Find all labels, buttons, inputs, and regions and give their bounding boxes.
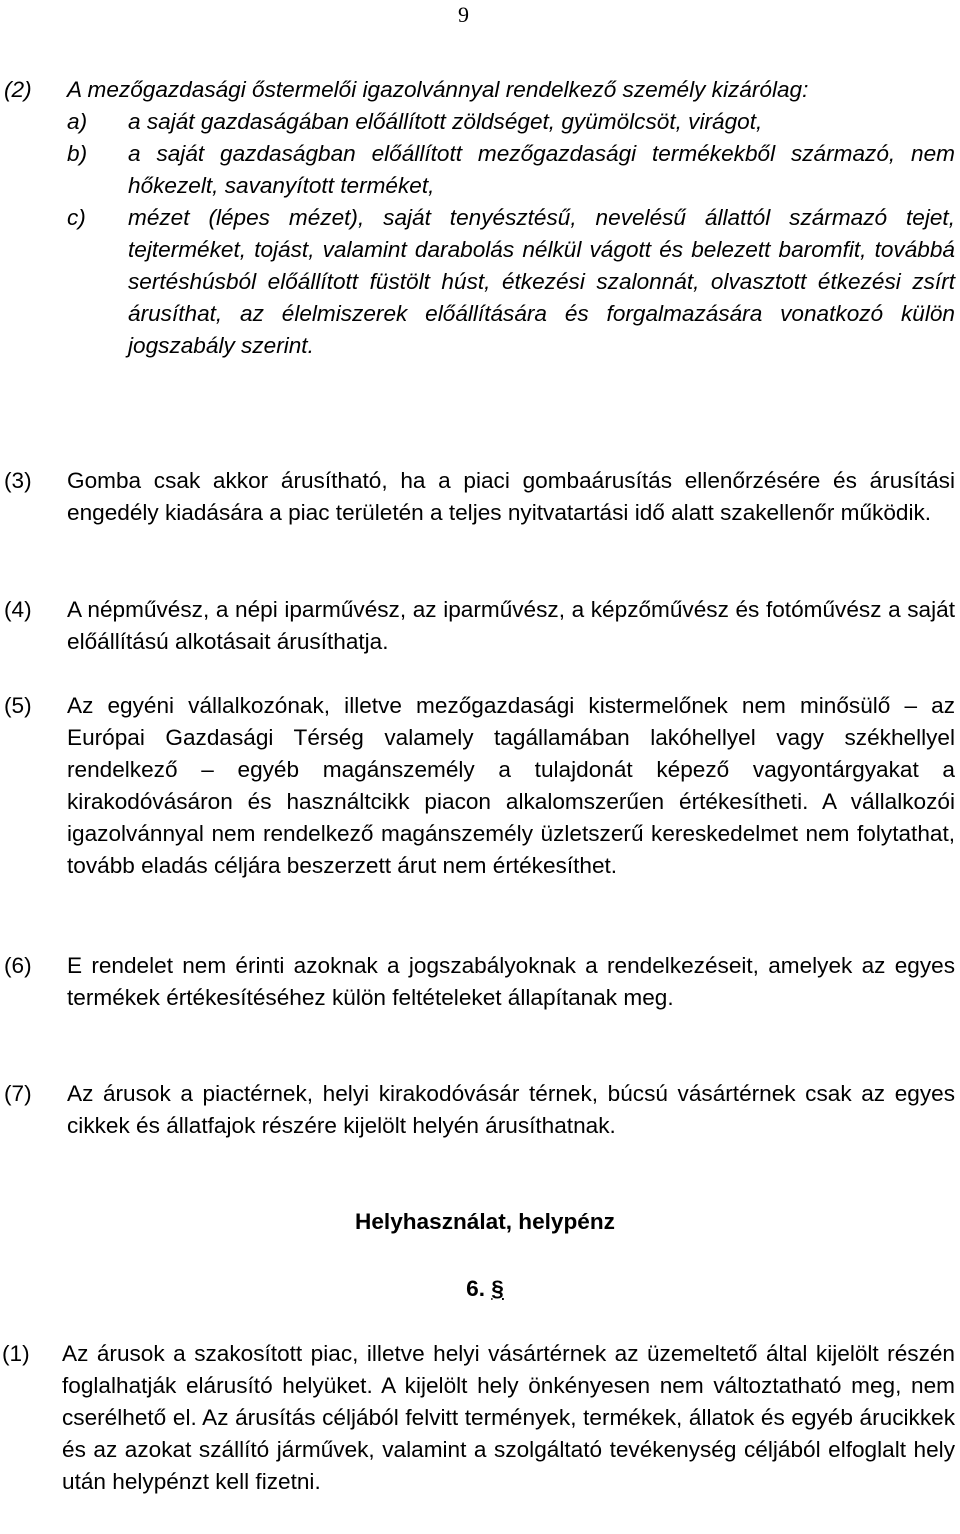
paragraph-number: (3)	[4, 468, 32, 493]
paragraph-6	[0, 950, 960, 1014]
paragraph-body: Az árusok a szakosított piac, illetve helyi vásártérnek az üzemeltető által kijelölt részén foglalhatják elárusító helyüket. A kijelölt hely önkényesen nem változtatható meg, nem cserélhető el. Az árusítás céljából felvitt termények, termékek, állatok és egyéb árucikkek és az azokat szállító járművek, valamint a szolgáltató tevékenység céljából elfoglalt hely után helypénzt kell fizetni.	[62, 1341, 955, 1494]
paragraph-4	[0, 594, 960, 658]
paragraph-3	[0, 465, 960, 529]
list-item-a	[67, 106, 955, 138]
paragraph-2	[0, 74, 960, 362]
paragraph-5	[0, 690, 960, 882]
paragraph-7	[0, 1078, 960, 1142]
list-item-b	[67, 138, 955, 202]
section-number	[0, 1274, 960, 1304]
list-text: a saját gazdaságában előállított zöldséget, gyümölcsöt, virágot,	[128, 109, 763, 134]
paragraph-body: E rendelet nem érinti azoknak a jogszabályoknak a rendelkezéseit, amelyek az egyes termékek értékesítéséhez külön feltételeket állapítanak meg.	[67, 953, 955, 1010]
paragraph-number: (5)	[4, 693, 32, 718]
section-paragraph-1	[0, 1338, 960, 1498]
paragraph-number: (4)	[4, 597, 32, 622]
paragraph-body: A népművész, a népi iparművész, az iparművész, a képzőművész és fotóművész a saját előállítású alkotásait árusíthatja.	[67, 597, 955, 654]
section-number-value: 6.	[466, 1276, 485, 1301]
list-letter: b)	[67, 141, 88, 166]
list-item-c	[67, 202, 955, 362]
paragraph-body	[67, 74, 955, 362]
paragraph-number: (6)	[4, 953, 32, 978]
list-letter: c)	[67, 205, 86, 230]
paragraph-number: (1)	[2, 1341, 30, 1366]
paragraph-body: Az árusok a piactérnek, helyi kirakodóvásár térnek, búcsú vásártérnek csak az egyes cikkek és állatfajok részére kijelölt helyén árusíthatnak.	[67, 1081, 955, 1138]
paragraph-number: (2)	[4, 77, 32, 102]
list-text: a saját gazdaságban előállított mezőgazdasági termékekből származó, nem hőkezelt, savanyított terméket,	[128, 141, 955, 198]
section-heading: Helyhasználat, helypénz	[355, 1209, 615, 1234]
paragraph-number: (7)	[4, 1081, 32, 1106]
list-text: mézet (lépes mézet), saját tenyésztésű, nevelésű állattól származó tejet, tejterméket, tojást, valamint darabolás nélkül vágott és belezett baromfit, továbbá sertéshúsból előállított füstölt húst, étkezési szalonnát, olvasztott étkezési zsírt árusíthat, az élelmiszerek előállítására és forgalmazására vonatkozó külön jogszabály szerint.	[128, 205, 955, 358]
list-letter: a)	[67, 109, 88, 134]
paragraph-intro: A mezőgazdasági őstermelői igazolvánnyal rendelkező személy kizárólag:	[67, 77, 809, 102]
paragraph-body: Az egyéni vállalkozónak, illetve mezőgazdasági kistermelőnek nem minősülő – az Európai Gazdasági Térség valamely tagállamában lakóhellyel vagy székhellyel rendelkező – egyéb magánszemély a tulajdonát képező vagyontárgyakat a kirakodóvásáron és használtcikk piacon alkalomszerűen értékesítheti. A vállalkozói igazolvánnyal nem rendelkező magánszemély üzletszerű kereskedelmet nem folytathat, tovább eladás céljára beszerzett árut nem értékesíthet.	[67, 693, 955, 878]
section-symbol: §	[491, 1276, 504, 1301]
paragraph-body: Gomba csak akkor árusítható, ha a piaci gombaárusítás ellenőrzésére és árusítási engedély kiadására a piac területén a teljes nyitvatartási idő alatt szakellenőr működik.	[67, 468, 955, 525]
page-number: 9	[458, 2, 469, 27]
